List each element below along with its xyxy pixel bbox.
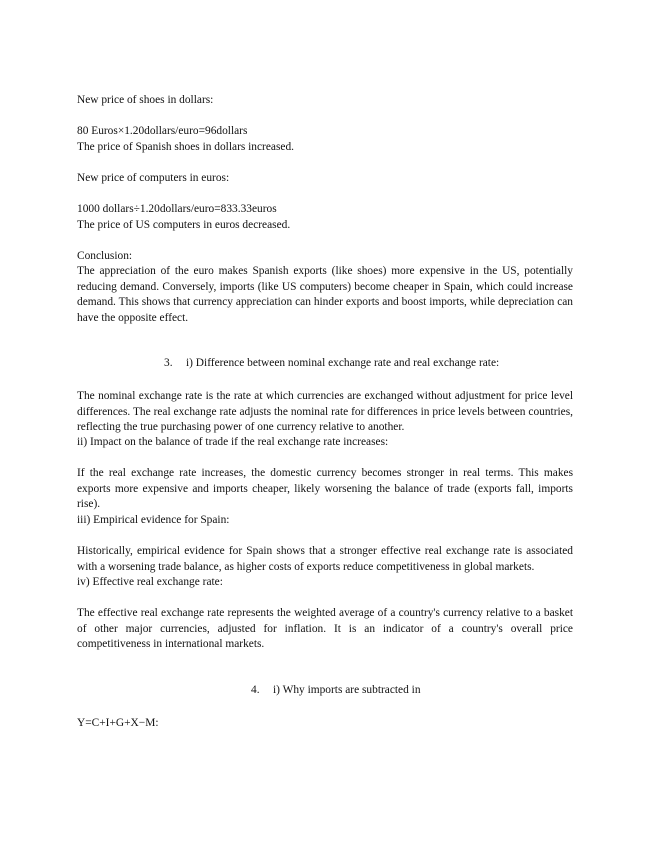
shoes-heading-text: New price of shoes in dollars: [77, 94, 214, 106]
equation-line [77, 716, 575, 732]
gdp-equation: Y=C+I+G+X−M: [77, 717, 159, 729]
computers-price-heading [77, 171, 575, 187]
part-2-paragraph: If the real exchange rate increases, the domestic currency becomes stronger in real terms. This makes exports more expensive and imports cheaper, likely worsening the balance of trade (exports fall, imports rise). [77, 467, 573, 510]
computers-calculation-block [77, 202, 575, 233]
conclusion-heading-text: Conclusion: [77, 250, 133, 262]
question-3-number: 3. [164, 357, 173, 369]
question-3-heading [164, 357, 655, 369]
part-2-heading-text: ii) Impact on the balance of trade if the real exchange rate increases: [77, 436, 389, 448]
part-3-paragraph: Historically, empirical evidence for Spain shows that a stronger effective real exchange rate is associated with a worsening trade balance, as higher costs of exports reduce competitiveness in global markets. [77, 545, 573, 573]
part-4-heading [77, 575, 575, 591]
question-4-heading-text: i) Why imports are subtracted in [273, 684, 421, 696]
question-3-heading-text: i) Difference between nominal exchange rate and real exchange rate: [186, 357, 500, 369]
part-4-heading-text: iv) Effective real exchange rate: [77, 576, 223, 588]
computers-calculation: 1000 dollars÷1.20dollars/euro=833.33euros [77, 203, 277, 215]
conclusion-paragraph: The appreciation of the euro makes Spanish exports (like shoes) more expensive in the US, potentially reducing demand. Conversely, imports (like US computers) become cheaper in Spain, which could increase demand. This shows that currency appreciation can hinder exports and boost imports, while depreciation can have the opposite effect. [77, 265, 573, 324]
part-2-heading [77, 435, 575, 451]
part-3-heading [77, 513, 575, 529]
shoes-price-heading [77, 93, 575, 109]
computers-result: The price of US computers in euros decreased. [77, 218, 291, 231]
shoes-calculation-block [77, 124, 575, 155]
part-4-paragraph: The effective real exchange rate represents the weighted average of a country's currency relative to a basket of other major currencies, adjusted for inflation. It is an indicator of a country's overall price competitiveness in international markets. [77, 607, 573, 650]
shoes-calculation: 80 Euros×1.20dollars/euro=96dollars [77, 125, 248, 137]
part-3-heading-text: iii) Empirical evidence for Spain: [77, 514, 230, 526]
question-4-number: 4. [251, 684, 260, 696]
conclusion-heading [77, 249, 575, 265]
computers-heading-text: New price of computers in euros: [77, 172, 230, 184]
nominal-vs-real-paragraph: The nominal exchange rate is the rate at which currencies are exchanged without adjustment for price level differences. The real exchange rate adjusts the nominal rate for differences in price levels between countries, reflecting the true purchasing power of one currency relative to another. [77, 390, 573, 433]
shoes-result: The price of Spanish shoes in dollars increased. [77, 140, 294, 153]
question-4-heading [251, 684, 655, 696]
